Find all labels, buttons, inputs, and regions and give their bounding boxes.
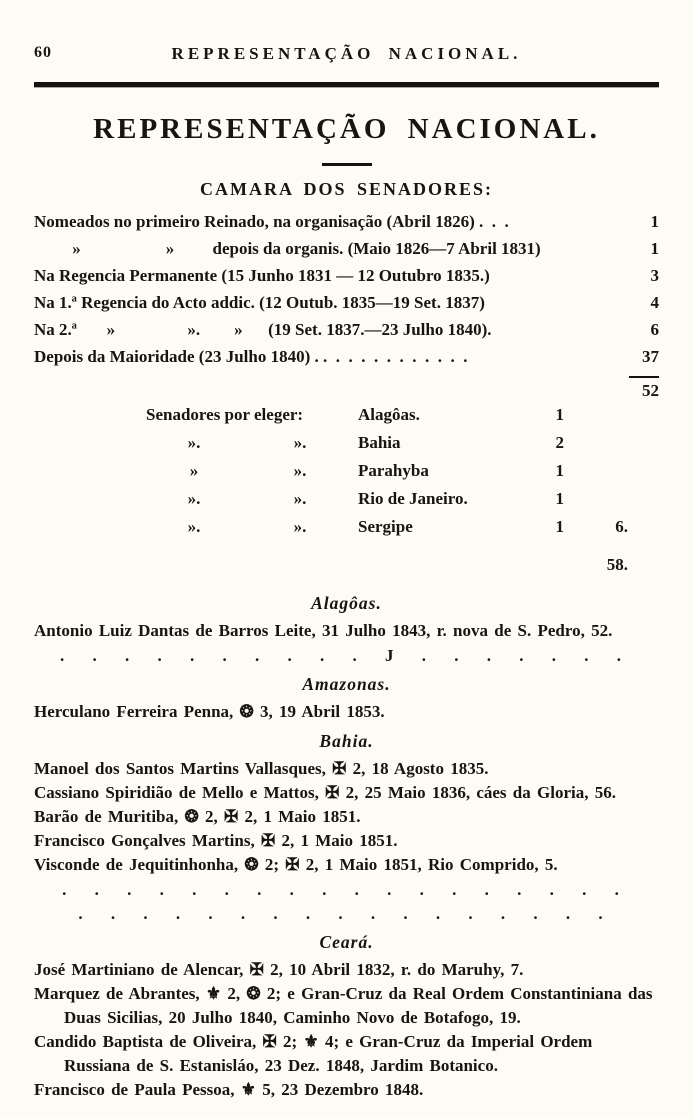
senators-to-elect-table [146,405,659,583]
elect-state: Bahia [358,433,401,452]
elect-state: Rio de Janeiro. [358,489,468,508]
elect-state: Alagôas. [358,405,420,424]
summary-row [34,239,659,266]
summary-label: » » depois da organis. (Maio 1826—7 Abril 1831) [34,239,541,258]
header-rule [34,82,659,87]
ditto-mark: ». [293,489,307,508]
summary-label: Depois da Maioridade (23 Julho 1840) . . . . . . . . . . . . . [34,347,468,366]
summary-row [34,266,659,293]
summary-value: 4 [650,293,659,312]
summary-total-value: 52 [642,381,659,400]
chamber-heading: CAMARA DOS SENADORES: [199,179,494,199]
elect-total-rules [146,545,659,555]
province-heading-amazonas: Amazonas. [302,674,391,694]
ditto-mark: ». [187,517,201,536]
elect-count: 1 [555,517,564,536]
ditto-mark: ». [293,461,307,480]
ditto-mark: ». [293,433,307,452]
ditto-mark: ». [187,489,201,508]
total-rule [629,376,659,378]
senate-summary-list [34,212,659,401]
summary-label: Na 2.ª » ». » (19 Set. 1837.—23 Julho 1840). [34,320,492,339]
senator-entry: Herculano Ferreira Penna, ❂ 3, 19 Abril 1853. [34,702,385,721]
senator-entry: Antonio Luiz Dantas de Barros Leite, 31 Julho 1843, r. nova de S. Pedro, 52. [34,621,613,640]
elect-count: 2 [555,433,564,452]
title-divider [322,163,372,166]
elect-grand-total-row [146,555,659,583]
province-heading-alagoas: Alagôas. [311,593,382,613]
summary-row [34,212,659,239]
senator-entry: Candido Baptista de Oliveira, ✠ 2; ⚜ 4; e Gran-Cruz da Imperial Ordem Russiana de S. Estanisláo, 23 Dez. 1848, Jardim Botanico. [34,1032,593,1075]
summary-label: Na 1.ª Regencia do Acto addic. (12 Outub. 1835—19 Set. 1837) [34,293,485,312]
ditto-mark: ». [187,433,201,452]
elect-row [146,433,659,461]
page-number: 60 [34,44,52,61]
summary-row [34,347,659,374]
elect-grand-total: 58. [606,555,628,574]
page-title: REPRESENTAÇÃO NACIONAL. [93,113,600,145]
senators-by-province [34,593,659,1102]
summary-value: 6 [650,320,659,339]
province-heading-ceara: Ceará. [319,932,374,952]
elect-count: 1 [555,461,564,480]
province-heading-bahia: Bahia. [319,731,374,751]
summary-label: Na Regencia Permanente (15 Junho 1831 — 12 Outubro 1835.) [34,266,490,285]
running-head [34,44,659,68]
running-title: REPRESENTAÇÃO NACIONAL. [171,44,522,63]
senator-entry: Marquez de Abrantes, ⚜ 2, ❂ 2; e Gran-Cruz da Real Ordem Constantiniana das Duas Sicilias, 20 Julho 1840, Caminho Novo de Botafogo, 19. [34,984,653,1027]
summary-total-row [34,374,659,401]
elect-row [146,517,659,545]
ditto-mark: » [189,461,199,480]
senator-entry: José Martiniano de Alencar, ✠ 2, 10 Abril 1832, r. do Maruhy, 7. [34,960,524,979]
senator-entry: Francisco de Paula Pessoa, ⚜ 5, 23 Dezembro 1848. [34,1080,424,1099]
senator-entry: Manoel dos Santos Martins Vallasques, ✠ 2, 18 Agosto 1835. [34,759,489,778]
ditto-mark: ». [293,517,307,536]
elect-label: Senadores por eleger: [146,405,304,424]
senator-entry: Francisco Gonçalves Martins, ✠ 2, 1 Maio 1851. [34,831,398,850]
elect-row [146,461,659,489]
ellipsis-separator: . . . . . . . . . . J . . . . . . . [60,646,633,665]
summary-value: 37 [642,347,659,366]
elect-state: Parahyba [358,461,429,480]
summary-row [34,320,659,347]
senator-entry: Visconde de Jequitinhonha, ❂ 2; ✠ 2, 1 Maio 1851, Rio Comprido, 5. [34,855,558,874]
summary-row [34,293,659,320]
elect-row [146,489,659,517]
ellipsis-separator: . . . . . . . . . . . . . . . . . [78,904,615,923]
summary-total [613,374,659,401]
senator-entry: Cassiano Spiridião de Mello e Mattos, ✠ 2, 25 Maio 1836, cáes da Gloria, 56. [34,783,616,802]
elect-count: 1 [555,489,564,508]
summary-value: 1 [650,239,659,258]
elect-state: Sergipe [358,517,413,536]
ellipsis-separator: . . . . . . . . . . . . . . . . . . [62,880,631,899]
summary-value: 1 [650,212,659,231]
summary-label: Nomeados no primeiro Reinado, na organisação (Abril 1826) . . . [34,212,509,231]
summary-value: 3 [650,266,659,285]
senator-entry: Barão de Muritiba, ❂ 2, ✠ 2, 1 Maio 1851. [34,807,361,826]
elect-subtotal: 6. [615,517,628,536]
elect-count: 1 [555,405,564,424]
elect-row [146,405,659,433]
